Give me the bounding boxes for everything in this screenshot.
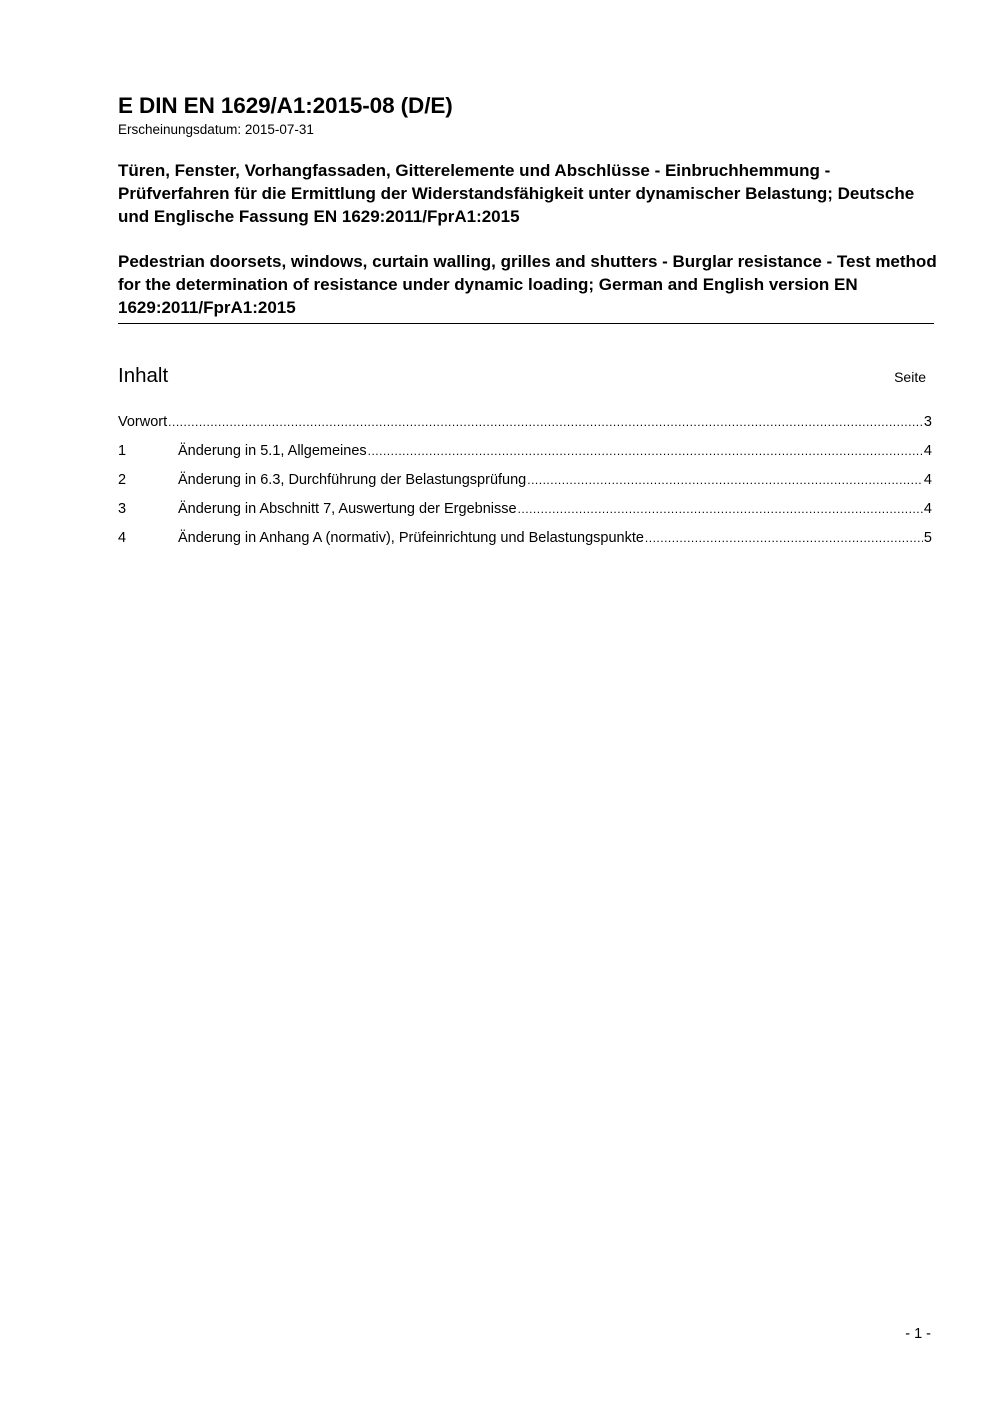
toc-leader-dots bbox=[368, 442, 923, 460]
publication-date: Erscheinungsdatum: 2015-07-31 bbox=[118, 122, 314, 137]
toc-entry-text: Vorwort bbox=[118, 414, 168, 430]
document-id: E DIN EN 1629/A1:2015-08 (D/E) bbox=[118, 93, 453, 118]
toc-page-label: Seite bbox=[894, 369, 926, 385]
toc-entry-2[interactable] bbox=[118, 471, 932, 500]
toc-entry-text: Änderung in Abschnitt 7, Auswertung der Ergebnisse bbox=[178, 501, 517, 517]
toc-entry-page: 4 bbox=[923, 472, 932, 488]
toc-entry-4[interactable] bbox=[118, 529, 932, 558]
document-page bbox=[118, 92, 937, 558]
toc-entry-number: 4 bbox=[118, 530, 127, 546]
toc-entry-vorwort[interactable] bbox=[118, 413, 932, 442]
toc-entry-1[interactable] bbox=[118, 442, 932, 471]
toc-entry-page: 4 bbox=[923, 443, 932, 459]
toc-entry-page: 4 bbox=[923, 501, 932, 517]
toc-list bbox=[118, 413, 932, 558]
toc-entry-text: Änderung in Anhang A (normativ), Prüfeinrichtung und Belastungspunkte bbox=[178, 530, 644, 546]
german-title: Türen, Fenster, Vorhangfassaden, Gitterelemente und Abschlüsse - Einbruchhemmung - Prüfverfahren für die Ermittlung der Widerstandsfähigkeit unter dynamischer Belastung; Deutsche und Englische Fassung EN 1629:2011/FprA1:2015 bbox=[118, 161, 915, 226]
toc-entry-3[interactable] bbox=[118, 500, 932, 529]
toc-entry-number: 1 bbox=[118, 443, 127, 459]
toc-entry-text: Änderung in 6.3, Durchführung der Belastungsprüfung bbox=[178, 472, 527, 488]
toc-leader-dots bbox=[527, 471, 923, 489]
toc-header bbox=[118, 363, 926, 389]
toc-entry-text: Änderung in 5.1, Allgemeines bbox=[178, 443, 367, 459]
english-title: Pedestrian doorsets, windows, curtain walling, grilles and shutters - Burglar resistance - Test method for the determination of resistance under dynamic loading; German and English version EN 1629:2011/FprA1:2015 bbox=[118, 252, 937, 317]
toc-entry-number: 3 bbox=[118, 501, 127, 517]
page-number: - 1 - bbox=[905, 1326, 931, 1342]
toc-leader-dots bbox=[645, 529, 923, 547]
toc-leader-dots bbox=[518, 500, 923, 518]
title-divider bbox=[118, 323, 934, 324]
toc-leader-dots bbox=[168, 413, 923, 431]
toc-entry-page: 5 bbox=[923, 530, 932, 546]
toc-title: Inhalt bbox=[118, 364, 169, 387]
toc-entry-number: 2 bbox=[118, 472, 127, 488]
toc-entry-page: 3 bbox=[923, 414, 932, 430]
